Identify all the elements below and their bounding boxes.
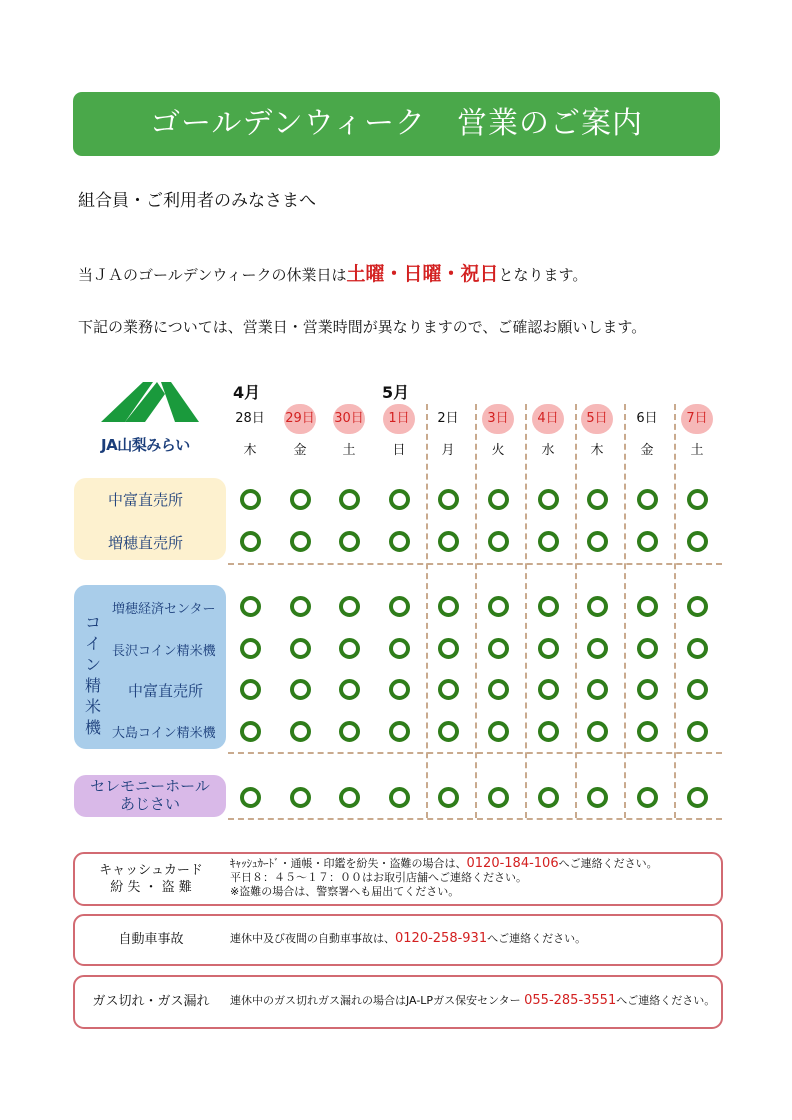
- day-date: 4日: [532, 404, 564, 434]
- open-circle-icon: [488, 787, 509, 808]
- month-april: 4月: [233, 383, 261, 402]
- open-circle-icon: [488, 721, 509, 742]
- open-circle-icon: [339, 721, 360, 742]
- open-circle-icon: [339, 596, 360, 617]
- day-column-header: [282, 404, 318, 458]
- open-circle-icon: [290, 531, 311, 552]
- open-circle-icon: [687, 596, 708, 617]
- ceremony-hall-label: [74, 777, 226, 813]
- info-label-line2: 紛 失 ・ 盗 難: [110, 880, 192, 895]
- day-weekday: 木: [243, 443, 257, 458]
- day-column-header: [331, 404, 367, 458]
- day-weekday: 金: [640, 443, 654, 458]
- open-circle-icon: [389, 679, 410, 700]
- logo-text: JA山梨みらい: [101, 436, 190, 454]
- open-circle-icon: [438, 721, 459, 742]
- open-circle-icon: [538, 638, 559, 659]
- open-circle-icon: [290, 596, 311, 617]
- coin-group-title: [84, 612, 102, 738]
- day-date: 6日: [636, 411, 658, 426]
- open-circle-icon: [438, 596, 459, 617]
- info-text-suffix: へご連絡ください。: [616, 994, 716, 1007]
- open-circle-icon: [538, 489, 559, 510]
- open-circle-icon: [538, 787, 559, 808]
- notice-suffix: となります。: [498, 266, 588, 284]
- open-circle-icon: [339, 787, 360, 808]
- open-circle-icon: [488, 489, 509, 510]
- info-text-cash-card: [230, 857, 658, 899]
- open-circle-icon: [438, 679, 459, 700]
- open-circle-icon: [488, 679, 509, 700]
- info-label-car-accident: 自動車事故: [118, 932, 184, 947]
- open-circle-icon: [339, 679, 360, 700]
- column-divider: [426, 404, 428, 818]
- info-box-cash-card: [73, 852, 723, 906]
- phone-number[interactable]: 0120-258-931: [395, 931, 488, 946]
- open-circle-icon: [389, 721, 410, 742]
- open-circle-icon: [438, 787, 459, 808]
- open-circle-icon: [637, 596, 658, 617]
- info-text-prefix: 連休中のガス切れガス漏れの場合はJA-LPガス保安センター: [230, 994, 525, 1007]
- open-circle-icon: [637, 489, 658, 510]
- info-text-line2: 平日８：４５～１７：００はお取引店舗へご連絡ください。: [230, 871, 527, 884]
- open-circle-icon: [587, 721, 608, 742]
- open-circle-icon: [339, 531, 360, 552]
- day-date: 2日: [437, 411, 459, 426]
- coin-title-char: 機: [84, 718, 101, 737]
- day-column-header: [579, 404, 615, 458]
- month-may: 5月: [382, 383, 410, 402]
- open-circle-icon: [587, 679, 608, 700]
- open-circle-icon: [687, 531, 708, 552]
- open-circle-icon: [290, 489, 311, 510]
- open-circle-icon: [240, 489, 261, 510]
- day-date: 1日: [383, 404, 415, 434]
- day-weekday: 月: [441, 443, 455, 458]
- open-circle-icon: [240, 596, 261, 617]
- open-circle-icon: [290, 679, 311, 700]
- coin-title-char: 精: [84, 676, 101, 695]
- open-circle-icon: [587, 489, 608, 510]
- notice-highlight: 土曜・日曜・祝日: [346, 263, 499, 285]
- column-divider: [475, 404, 477, 818]
- hall-title-line2: あじさい: [119, 795, 180, 813]
- day-date: 7日: [681, 404, 713, 434]
- day-date: 29日: [284, 404, 316, 434]
- info-text-car-accident: [230, 932, 586, 946]
- open-circle-icon: [488, 638, 509, 659]
- info-text-line3: ※盗難の場合は、警察署へも届出てください。: [230, 885, 460, 898]
- info-label-gas: ガス切れ・ガス漏れ: [92, 994, 210, 1009]
- open-circle-icon: [240, 679, 261, 700]
- phone-number[interactable]: 0120-184-106: [466, 856, 559, 871]
- holiday-notice: [78, 259, 587, 286]
- open-circle-icon: [637, 531, 658, 552]
- day-weekday: 土: [342, 443, 356, 458]
- open-circle-icon: [488, 596, 509, 617]
- open-circle-icon: [240, 721, 261, 742]
- notice-detail: 下記の業務については、営業日・営業時間が異なりますので、ご確認お願いします。: [78, 318, 647, 336]
- coin-title-char: ン: [84, 655, 101, 674]
- open-circle-icon: [240, 638, 261, 659]
- row-divider: [228, 818, 722, 820]
- ja-logo: [95, 376, 210, 456]
- open-circle-icon: [637, 679, 658, 700]
- open-circle-icon: [389, 489, 410, 510]
- row-label-masuho-direct: 増穂直売所: [108, 534, 184, 552]
- open-circle-icon: [339, 638, 360, 659]
- column-divider: [575, 404, 577, 818]
- open-circle-icon: [687, 638, 708, 659]
- open-circle-icon: [538, 596, 559, 617]
- day-weekday: 水: [541, 443, 555, 458]
- info-text-suffix: へご連絡ください。: [558, 857, 658, 870]
- day-weekday: 金: [293, 443, 307, 458]
- day-weekday: 火: [491, 443, 505, 458]
- open-circle-icon: [389, 787, 410, 808]
- coin-title-char: イ: [84, 634, 101, 653]
- column-divider: [525, 404, 527, 818]
- coin-title-char: 米: [84, 697, 101, 716]
- row-label-masuho-center: 増穂経済センター: [112, 602, 216, 617]
- open-circle-icon: [587, 596, 608, 617]
- day-column-header: [430, 404, 466, 458]
- info-text-prefix: 連休中及び夜間の自動車事故は、: [230, 932, 395, 945]
- open-circle-icon: [587, 531, 608, 552]
- open-circle-icon: [438, 531, 459, 552]
- open-circle-icon: [587, 638, 608, 659]
- open-circle-icon: [290, 787, 311, 808]
- info-label-cash-card: [81, 862, 221, 896]
- open-circle-icon: [637, 638, 658, 659]
- day-date: 30日: [333, 404, 365, 434]
- day-column-header: [530, 404, 566, 458]
- page-title: ゴールデンウィーク 営業のご案内: [73, 92, 720, 156]
- row-label-nakatomi-coin: 中富直売所: [128, 682, 204, 700]
- row-label-nakatomi-direct: 中富直売所: [108, 491, 184, 509]
- day-column-header: [629, 404, 665, 458]
- notice-prefix: 当ＪＡのゴールデンウィークの休業日は: [78, 266, 347, 284]
- coin-title-char: コ: [84, 613, 101, 632]
- day-weekday: 木: [590, 443, 604, 458]
- open-circle-icon: [538, 721, 559, 742]
- open-circle-icon: [587, 787, 608, 808]
- row-label-nagasawa-coin: 長沢コイン精米機: [112, 644, 216, 659]
- info-box-car-accident: [73, 914, 723, 966]
- open-circle-icon: [637, 787, 658, 808]
- day-weekday: 土: [690, 443, 704, 458]
- open-circle-icon: [290, 721, 311, 742]
- row-divider: [228, 563, 722, 565]
- info-text-gas: [230, 994, 715, 1008]
- day-column-header: [232, 404, 268, 458]
- open-circle-icon: [687, 679, 708, 700]
- day-column-header: [679, 404, 715, 458]
- open-circle-icon: [637, 721, 658, 742]
- day-column-header: [480, 404, 516, 458]
- greeting: 組合員・ご利用者のみなさまへ: [78, 191, 316, 211]
- open-circle-icon: [488, 531, 509, 552]
- open-circle-icon: [538, 679, 559, 700]
- hall-title-line1: セレモニーホール: [90, 777, 210, 795]
- open-circle-icon: [290, 638, 311, 659]
- column-divider: [674, 404, 676, 818]
- day-weekday: 日: [392, 443, 406, 458]
- open-circle-icon: [240, 531, 261, 552]
- open-circle-icon: [687, 721, 708, 742]
- day-date: 3日: [482, 404, 514, 434]
- info-box-gas: [73, 975, 723, 1029]
- info-label-line1: キャッシュカード: [99, 863, 203, 878]
- open-circle-icon: [687, 787, 708, 808]
- open-circle-icon: [687, 489, 708, 510]
- open-circle-icon: [438, 489, 459, 510]
- phone-number[interactable]: 055-285-3551: [524, 993, 617, 1008]
- row-divider: [228, 752, 722, 754]
- day-date: 28日: [235, 411, 265, 426]
- open-circle-icon: [538, 531, 559, 552]
- open-circle-icon: [240, 787, 261, 808]
- info-text-prefix: ｷｬｯｼｭｶｰﾄﾞ・通帳・印鑑を紛失・盗難の場合は、: [230, 857, 467, 870]
- open-circle-icon: [438, 638, 459, 659]
- row-label-oshima-coin: 大島コイン精米機: [112, 726, 216, 741]
- day-column-header: [381, 404, 417, 458]
- open-circle-icon: [339, 489, 360, 510]
- column-divider: [624, 404, 626, 818]
- open-circle-icon: [389, 531, 410, 552]
- open-circle-icon: [389, 596, 410, 617]
- open-circle-icon: [389, 638, 410, 659]
- info-text-suffix: へご連絡ください。: [487, 932, 587, 945]
- day-date: 5日: [581, 404, 613, 434]
